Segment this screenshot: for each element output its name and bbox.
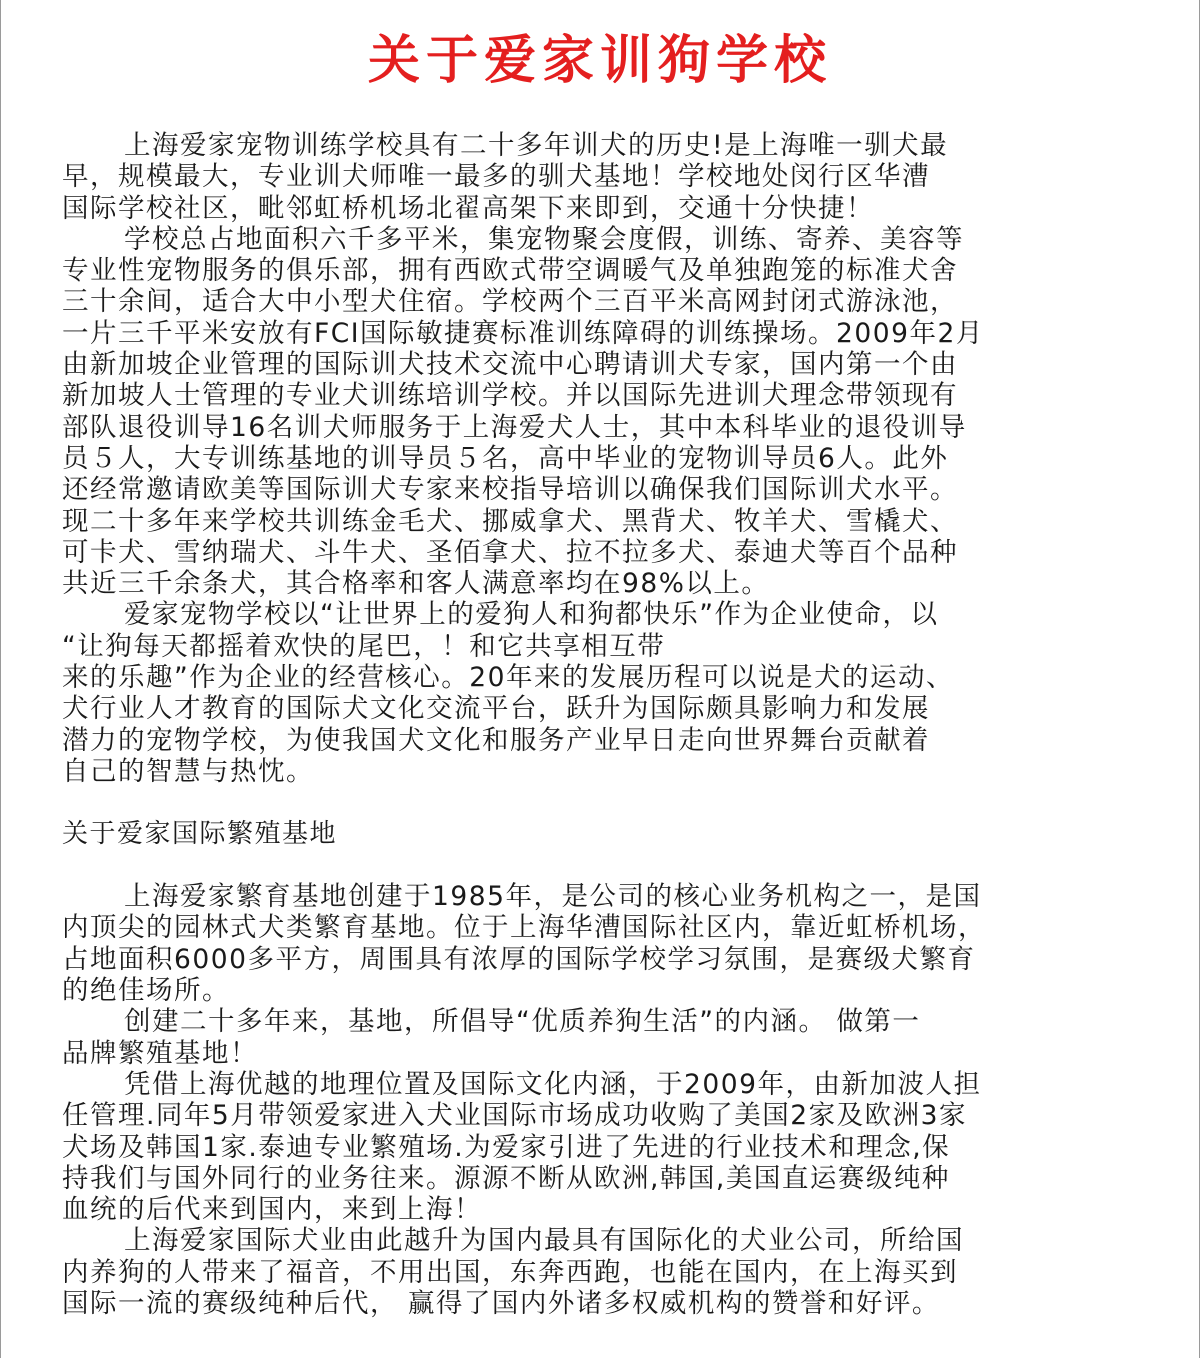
text-line: 创建二十多年来，基地，所倡导“优质养狗生活”的内涵。 做第一 bbox=[124, 1006, 921, 1038]
text-line: 上海爱家国际犬业由此越升为国内最具有国际化的犬业公司，所给国 bbox=[124, 1225, 964, 1257]
text-line: 内养狗的人带来了福音，不用出国，东奔西跑，也能在国内，在上海买到 bbox=[62, 1256, 958, 1288]
text-line: 三十余间，适合大中小型犬住宿。学校两个三百平米高网封闭式游泳池， bbox=[62, 286, 958, 318]
text-line: 专业性宠物服务的俱乐部，拥有西欧式带空调暖气及单独跑笼的标准犬舍 bbox=[62, 255, 958, 287]
text-line: 的绝佳场所。 bbox=[62, 975, 230, 1007]
text-line: 品牌繁殖基地！ bbox=[62, 1037, 258, 1069]
text-line: 共近三千余条犬，其合格率和客人满意率均在98%以上。 bbox=[62, 568, 770, 600]
text-line: 自己的智慧与热忱。 bbox=[62, 755, 314, 787]
text-line: 可卡犬、雪纳瑞犬、斗牛犬、圣佰拿犬、拉不拉多犬、泰迪犬等百个品种 bbox=[62, 536, 958, 568]
text-line: 部队退役训导16名训犬师服务于上海爱犬人士，其中本科毕业的退役训导 bbox=[62, 411, 967, 443]
spacer bbox=[62, 787, 1162, 818]
text-line: 由新加坡企业管理的国际训犬技术交流中心聘请训犬专家，国内第一个由 bbox=[62, 349, 958, 381]
text-line: 国际一流的赛级纯种后代， 赢得了国内外诸多权威机构的赞誉和好评。 bbox=[62, 1287, 940, 1319]
text-line: 犬行业人才教育的国际犬文化交流平台，跃升为国际颇具影响力和发展 bbox=[62, 693, 930, 725]
text-line: 新加坡人士管理的专业犬训练培训学校。并以国际先进训犬理念带领现有 bbox=[62, 380, 958, 412]
text-line: 现二十多年来学校共训练金毛犬、挪威拿犬、黑背犬、牧羊犬、雪橇犬、 bbox=[62, 505, 958, 537]
text-line: 来的乐趣”作为企业的经营核心。20年来的发展历程可以说是犬的运动、 bbox=[62, 662, 954, 694]
left-border bbox=[0, 0, 1, 1358]
text-line: 早，规模最大，专业训犬师唯一最多的驯犬基地！学校地处闵行区华漕 bbox=[62, 161, 930, 193]
breeding-base-section bbox=[62, 881, 1162, 1319]
breeding-base-heading: 关于爱家国际繁殖基地 bbox=[62, 818, 338, 849]
text-line: 持我们与国外同行的业务往来。源源不断从欧洲,韩国,美国直运赛级纯种 bbox=[62, 1162, 950, 1194]
text-line: 国际学校社区，毗邻虹桥机场北翟高架下来即到，交通十分快捷！ bbox=[62, 192, 874, 224]
text-line: 员５人，大专训练基地的训导员５名，高中毕业的宠物训导员6人。此外 bbox=[62, 442, 949, 474]
text-line: 任管理.同年5月带领爱家进入犬业国际市场成功收购了美国2家及欧洲3家 bbox=[62, 1100, 968, 1132]
text-line: 血统的后代来到国内，来到上海！ bbox=[62, 1194, 482, 1226]
school-intro-section bbox=[62, 130, 1162, 787]
text-line: 潜力的宠物学校，为使我国犬文化和服务产业早日走向世界舞台贡献着 bbox=[62, 724, 930, 756]
text-line: 爱家宠物学校以“让世界上的爱狗人和狗都快乐”作为企业使命，以 bbox=[124, 599, 939, 631]
text-line: 犬场及韩国1家.泰迪专业繁殖场.为爱家引进了先进的行业技术和理念,保 bbox=[62, 1131, 951, 1163]
page-title: 关于爱家训狗学校 bbox=[367, 31, 832, 91]
text-line: 内顶尖的园林式犬类繁育基地。位于上海华漕国际社区内，靠近虹桥机场， bbox=[62, 912, 986, 944]
text-line: 学校总占地面积六千多平米，集宠物聚会度假，训练、寄养、美容等 bbox=[124, 223, 964, 255]
text-line: 一片三千平米安放有FCI国际敏捷赛标准训练障碍的训练操场。2009年2月 bbox=[62, 317, 984, 349]
text-line: 凭借上海优越的地理位置及国际文化内涵，于2009年，由新加波人担 bbox=[124, 1068, 982, 1100]
spacer bbox=[62, 850, 1162, 881]
text-line: 还经常邀请欧美等国际训犬专家来校指导培训以确保我们国际训犬水平。 bbox=[62, 474, 958, 506]
text-line: 占地面积6000多平方，周围具有浓厚的国际学校学习氛围，是赛级犬繁育 bbox=[62, 943, 976, 975]
text-line: “让狗每天都摇着欢快的尾巴，！和它共享相互带 bbox=[62, 630, 666, 662]
text-line: 上海爱家繁育基地创建于1985年，是公司的核心业务机构之一，是国 bbox=[124, 881, 982, 913]
text-line: 上海爱家宠物训练学校具有二十多年训犬的历史!是上海唯一驯犬最 bbox=[124, 130, 949, 161]
document-body bbox=[62, 130, 1162, 1319]
